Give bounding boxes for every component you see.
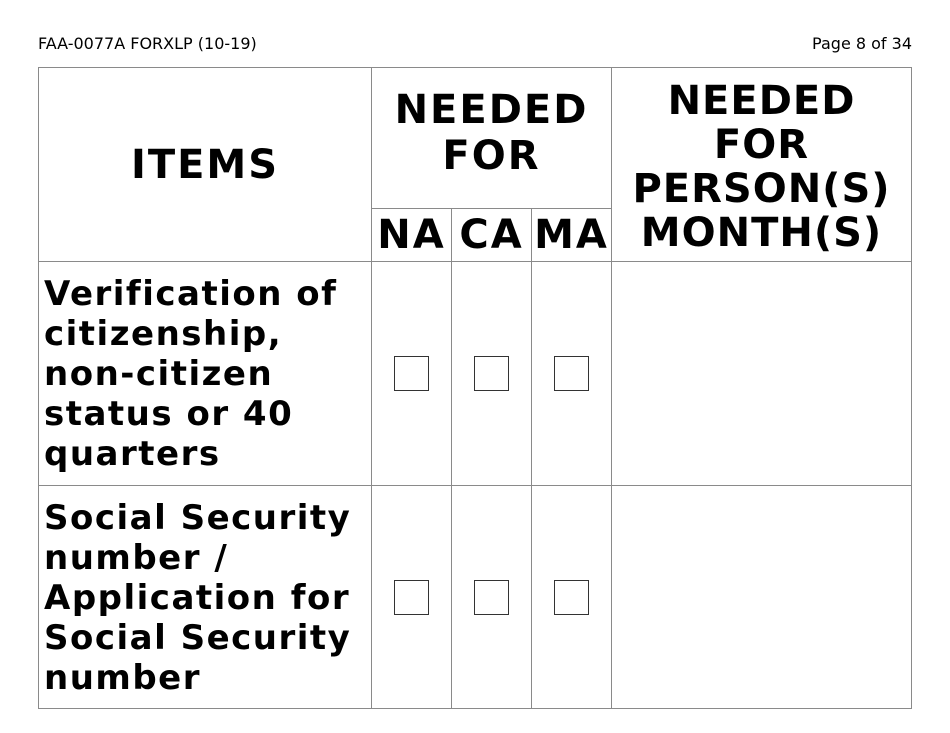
ca-cell bbox=[451, 261, 532, 486]
item-label: Social Security number / Application for Social Security number bbox=[44, 498, 352, 698]
form-identifier: FAA-0077A FORXLP (10-19) bbox=[38, 34, 257, 53]
checkbox-ma-citizenship[interactable] bbox=[554, 356, 589, 391]
person-months-field-citizenship[interactable] bbox=[611, 261, 912, 486]
page-number: Page 8 of 34 bbox=[812, 34, 912, 53]
column-header-ma bbox=[531, 208, 612, 262]
needed-for-header-label: NEEDED FOR bbox=[394, 87, 589, 179]
items-header-label: ITEMS bbox=[130, 141, 280, 188]
checkbox-na-citizenship[interactable] bbox=[394, 356, 429, 391]
ca-header-label: CA bbox=[459, 212, 524, 258]
na-cell bbox=[371, 261, 452, 486]
column-header-needed-for bbox=[371, 67, 612, 209]
item-label: Verification of citizenship, non-citizen status or 40 quarters bbox=[44, 274, 338, 474]
column-header-person-months bbox=[611, 67, 912, 262]
checkbox-ca-ssn[interactable] bbox=[474, 580, 509, 615]
ca-cell bbox=[451, 485, 532, 709]
ma-header-label: MA bbox=[534, 212, 609, 258]
ma-cell bbox=[531, 485, 612, 709]
table-row-item-ssn bbox=[38, 485, 372, 709]
person-months-header-label: NEEDED FOR PERSON(S) MONTH(S) bbox=[632, 77, 891, 256]
column-header-ca bbox=[451, 208, 532, 262]
column-header-na bbox=[371, 208, 452, 262]
person-months-field-ssn[interactable] bbox=[611, 485, 912, 709]
table-row-item-citizenship bbox=[38, 261, 372, 486]
verification-items-table bbox=[38, 67, 912, 709]
na-cell bbox=[371, 485, 452, 709]
column-header-items bbox=[38, 67, 372, 262]
checkbox-ca-citizenship[interactable] bbox=[474, 356, 509, 391]
na-header-label: NA bbox=[377, 212, 446, 258]
ma-cell bbox=[531, 261, 612, 486]
checkbox-ma-ssn[interactable] bbox=[554, 580, 589, 615]
checkbox-na-ssn[interactable] bbox=[394, 580, 429, 615]
